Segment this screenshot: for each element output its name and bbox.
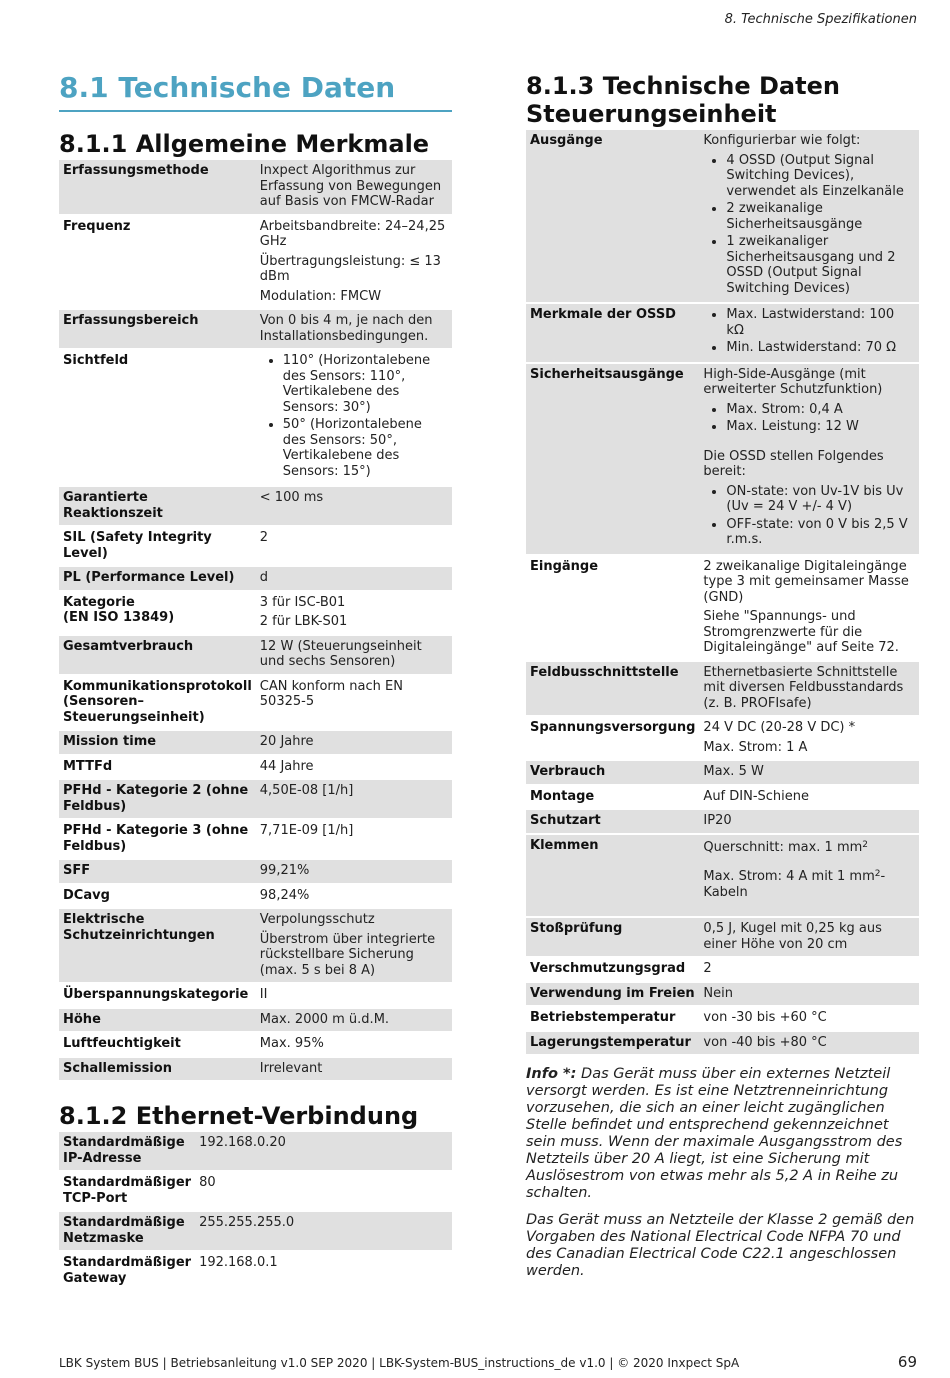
- row-value: [195, 1171, 452, 1211]
- value-text: Max. 2000 m ü.d.M.: [259, 1011, 390, 1027]
- bullet-list: [703, 484, 915, 548]
- control-heading: 8.1.3 Technische Daten Steuerungseinheit: [526, 72, 840, 128]
- table-row: [59, 591, 452, 635]
- value-text: 2 für LBK-S01: [259, 614, 348, 629]
- ethernet-heading: 8.1.2 Ethernet-Verbindung: [59, 1102, 419, 1130]
- row-key: Höhe: [59, 1008, 256, 1033]
- list-item: • 50° (Horizontalebene des Sensors: 50°, Vertikalebene des Sensors: 15°): [283, 417, 448, 479]
- row-value: [256, 486, 452, 526]
- row-value: [256, 730, 452, 755]
- value-text: Nein: [703, 985, 733, 1001]
- row-key: Spannungsversorgung: [526, 716, 699, 760]
- table-row: [526, 303, 919, 363]
- table-row: [59, 526, 452, 566]
- section-title: 8.1 Technische Daten: [59, 70, 452, 112]
- row-key: Kategorie (EN ISO 13849): [59, 591, 256, 635]
- row-key: Luftfeuchtigkeit: [59, 1032, 256, 1057]
- row-value: [699, 809, 919, 834]
- bullet-list: [260, 353, 448, 479]
- page-number: 69: [897, 1353, 917, 1371]
- row-value: [256, 755, 452, 780]
- row-key: Garantierte Reaktionszeit: [59, 486, 256, 526]
- value-text: Modulation: FMCW: [259, 288, 382, 304]
- row-value: [699, 1006, 919, 1031]
- table-row: [59, 486, 452, 526]
- row-key: Erfassungsmethode: [59, 160, 256, 215]
- row-key: SFF: [59, 859, 256, 884]
- row-value: [256, 859, 452, 884]
- value-text: Von 0 bis 4 m, je nach den Installationsbedingungen.: [259, 313, 433, 344]
- right-column: [526, 70, 919, 1290]
- value-text: 4,50E-08 [1/h]: [259, 783, 354, 798]
- table-row: [526, 1006, 919, 1031]
- table-row: [59, 884, 452, 909]
- row-value: [256, 566, 452, 591]
- table-row: [59, 309, 452, 349]
- value-text: Die OSSD stellen Folgendes bereit:: [703, 448, 884, 479]
- value-text: Irrelevant: [259, 1060, 323, 1076]
- row-key: Standardmäßiger TCP-Port: [59, 1171, 195, 1211]
- table-row: [526, 760, 919, 785]
- value-text: Querschnitt: max. 1 $mm^2$: [703, 839, 869, 855]
- row-value: [699, 917, 919, 957]
- value-text: von -40 bis +80 °C: [703, 1034, 827, 1050]
- row-key: Frequenz: [59, 215, 256, 310]
- row-key: Schallemission: [59, 1057, 256, 1082]
- row-key: Elektrische Schutzeinrichtungen: [59, 908, 256, 983]
- table-row: [59, 755, 452, 780]
- value-text: 2: [703, 961, 712, 976]
- info-note: [526, 1066, 919, 1280]
- row-value: [699, 661, 919, 717]
- row-key: Überspannungskategorie: [59, 983, 256, 1008]
- row-value: [699, 760, 919, 785]
- table-row: [59, 983, 452, 1008]
- row-key: Verschmutzungsgrad: [526, 957, 699, 982]
- note-paragraph: Info *: Das Gerät muss über ein externes Netzteil versorgt werden. Es ist eine Netztrenneinrichtung vorzusehen, die sich an einer leicht zugänglichen Stelle befindet und entsprechend gekennzeichnet sein muss. Wenn der maximale Ausgangsstrom des Netzteils über 20 A liegt, ist eine Sicherung mit Auslösestrom von etwas mehr als 5,2 A in Reihe zu schalten.: [526, 1066, 903, 1201]
- list-item: • 1 zweikanaliger Sicherheitsausgang und 2 OSSD (Output Signal Switching Devices): [726, 234, 915, 296]
- table-row: [59, 675, 452, 731]
- row-value: [195, 1132, 452, 1171]
- value-text: 2 zweikanalige Digitaleingänge type 3 mit gemeinsamer Masse (GND): [703, 558, 909, 605]
- row-value: [256, 884, 452, 909]
- value-text: Max. 5 W: [703, 764, 764, 779]
- row-key: Feldbusschnittstelle: [526, 661, 699, 717]
- value-text: Konfigurierbar wie folgt:: [703, 133, 861, 148]
- value-text: 0,5 J, Kugel mit 0,25 kg aus einer Höhe von 20 cm: [703, 921, 882, 952]
- value-text: Ethernetbasierte Schnittstelle mit diversen Feldbusstandards (z. B. PROFIsafe): [703, 664, 904, 711]
- table-row: [59, 1251, 452, 1291]
- row-key: Merkmale der OSSD: [526, 303, 699, 363]
- table-row: [59, 779, 452, 819]
- value-text: Siehe "Spannungs- und Stromgrenzwerte für die Digitaleingänge" auf Seite 72.: [703, 609, 899, 655]
- row-key: Betriebstemperatur: [526, 1006, 699, 1031]
- row-value: [256, 1057, 452, 1082]
- row-key: Standardmäßige IP-Adresse: [59, 1132, 195, 1171]
- value-text: Max. Strom: 1 A: [703, 739, 808, 755]
- table-row: [59, 859, 452, 884]
- row-key: DCavg: [59, 884, 256, 909]
- row-value: [699, 957, 919, 982]
- table-row: [526, 130, 919, 303]
- value-text: Inxpect Algorithmus zur Erfassung von Bewegungen auf Basis von FMCW-Radar: [259, 163, 442, 209]
- row-value: [195, 1211, 452, 1251]
- row-key: Schutzart: [526, 809, 699, 834]
- row-value: [256, 349, 452, 486]
- row-value: [256, 635, 452, 675]
- value-text: Max. Strom: 4 A mit 1 $mm^2$-Kabeln: [703, 869, 886, 900]
- row-key: SIL (Safety Integrity Level): [59, 526, 256, 566]
- value-text: High-Side-Ausgänge (mit erweiterter Schutzfunktion): [703, 366, 883, 397]
- value-text: von -30 bis +60 °C: [703, 1010, 827, 1025]
- table-row: [59, 215, 452, 310]
- table-row: [59, 1132, 452, 1171]
- list-item: • ON-state: von Uv-1V bis Uv (Uv = 24 V +/- 4 V): [726, 484, 915, 515]
- value-text: 99,21%: [259, 863, 310, 878]
- row-key: MTTFd: [59, 755, 256, 780]
- list-item: • Max. Lastwiderstand: 100 kΩ: [726, 307, 915, 338]
- row-key: Verbrauch: [526, 760, 699, 785]
- value-text: 44 Jahre: [259, 758, 314, 774]
- value-text: IP20: [703, 813, 732, 828]
- table-row: [59, 160, 452, 215]
- row-key: PL (Performance Level): [59, 566, 256, 591]
- table-row: [526, 1031, 919, 1056]
- row-value: [699, 716, 919, 760]
- row-value: [699, 982, 919, 1007]
- value-text: Max. 95%: [259, 1036, 324, 1051]
- value-text: CAN konform nach EN 50325-5: [259, 678, 403, 709]
- row-key: Erfassungsbereich: [59, 309, 256, 349]
- table-row: [59, 349, 452, 486]
- row-key: Sicherheitsausgänge: [526, 363, 699, 555]
- row-key: Klemmen: [526, 834, 699, 918]
- table-row: [526, 661, 919, 717]
- table-row: [526, 785, 919, 810]
- list-item: • 4 OSSD (Output Signal Switching Devices), verwendet als Einzelkanäle: [726, 153, 915, 200]
- table-row: [526, 555, 919, 661]
- bullet-list: [703, 402, 915, 435]
- list-item: • Max. Strom: 0,4 A: [726, 402, 915, 418]
- table-row: [59, 819, 452, 859]
- row-value: [195, 1251, 452, 1291]
- list-item: • 110° (Horizontalebene des Sensors: 110°, Vertikalebene des Sensors: 30°): [283, 353, 448, 415]
- table-row: [59, 635, 452, 675]
- bullet-list: [703, 307, 915, 356]
- row-value: [699, 834, 919, 918]
- row-key: PFHd - Kategorie 2 (ohne Feldbus): [59, 779, 256, 819]
- value-text: 24 V DC (20-28 V DC) *: [703, 720, 856, 735]
- left-column: [59, 70, 452, 1292]
- row-value: [256, 526, 452, 566]
- row-value: [256, 779, 452, 819]
- table-row: [59, 908, 452, 983]
- row-value: [256, 591, 452, 635]
- value-text: II: [259, 987, 268, 1002]
- value-text: 192.168.0.1: [199, 1255, 278, 1270]
- value-text: Auf DIN-Schiene: [703, 788, 810, 804]
- table-row: [526, 363, 919, 555]
- general-table: [59, 160, 452, 1082]
- value-text: Übertragungsleistung: ≤ 13 dBm: [259, 253, 441, 284]
- table-row: [59, 1171, 452, 1211]
- row-key: PFHd - Kategorie 3 (ohne Feldbus): [59, 819, 256, 859]
- row-value: [699, 1031, 919, 1056]
- table-row: [59, 730, 452, 755]
- row-value: [699, 130, 919, 303]
- control-table: [526, 130, 919, 1056]
- table-row: [526, 957, 919, 982]
- row-key: Standardmäßiger Gateway: [59, 1251, 195, 1291]
- table-row: [526, 917, 919, 957]
- value-text: 192.168.0.20: [199, 1135, 286, 1150]
- list-item: • 2 zweikanalige Sicherheitsausgänge: [726, 201, 915, 232]
- table-row: [59, 566, 452, 591]
- value-text: 7,71E-09 [1/h]: [259, 823, 354, 838]
- row-value: [699, 555, 919, 661]
- value-text: Überstrom über integrierte rückstellbare Sicherung (max. 5 s bei 8 A): [259, 931, 436, 978]
- row-value: [256, 215, 452, 310]
- value-text: Verpolungsschutz: [259, 912, 375, 927]
- value-text: 12 W (Steuerungseinheit und sechs Sensoren): [259, 638, 422, 669]
- note-paragraph: Das Gerät muss an Netzteile der Klasse 2 gemäß den Vorgaben des National Electrical Code NFPA 70 und des Canadian Electrical Code C22.1 angeschlossen werden.: [526, 1212, 915, 1279]
- footer: LBK System BUS | Betriebsanleitung v1.0 SEP 2020 | LBK-System-BUS_instructions_de v1.0 | © 2020 Inxpect SpA: [59, 1356, 740, 1370]
- value-text: < 100 ms: [259, 490, 324, 505]
- list-item: • Max. Leistung: 12 W: [726, 419, 915, 435]
- value-text: 255.255.255.0: [199, 1215, 295, 1230]
- bullet-list: [703, 153, 915, 297]
- row-value: [256, 160, 452, 215]
- row-value: [699, 363, 919, 555]
- value-text: 20 Jahre: [259, 734, 314, 749]
- row-value: [699, 785, 919, 810]
- row-key: Lagerungstemperatur: [526, 1031, 699, 1056]
- table-row: [526, 716, 919, 760]
- row-value: [256, 1032, 452, 1057]
- row-value: [256, 819, 452, 859]
- row-key: Standardmäßige Netzmaske: [59, 1211, 195, 1251]
- row-key: Gesamtverbrauch: [59, 635, 256, 675]
- table-row: [59, 1057, 452, 1082]
- row-key: Kommunikationsprotokoll (Sensoren–Steuerungseinheit): [59, 675, 256, 731]
- row-value: [699, 303, 919, 363]
- row-key: Stoßprüfung: [526, 917, 699, 957]
- table-row: [526, 834, 919, 918]
- value-text: 80: [199, 1175, 216, 1190]
- row-value: [256, 675, 452, 731]
- value-text: 2: [259, 530, 269, 545]
- value-text: 3 für ISC-B01: [259, 594, 346, 610]
- row-value: [256, 1008, 452, 1033]
- row-key: Eingänge: [526, 555, 699, 661]
- list-item: • OFF-state: von 0 V bis 2,5 V r.m.s.: [726, 517, 915, 548]
- row-value: [256, 983, 452, 1008]
- general-heading: 8.1.1 Allgemeine Merkmale: [59, 130, 430, 158]
- value-text: 98,24%: [259, 887, 310, 903]
- ethernet-table: [59, 1132, 452, 1292]
- running-header: 8. Technische Spezifikationen: [724, 12, 917, 27]
- value-text: d: [259, 570, 269, 585]
- row-key: Ausgänge: [526, 130, 699, 303]
- table-row: [59, 1211, 452, 1251]
- row-value: [256, 908, 452, 983]
- list-item: • Min. Lastwiderstand: 70 Ω: [726, 340, 915, 356]
- table-row: [526, 982, 919, 1007]
- row-key: Montage: [526, 785, 699, 810]
- value-text: Arbeitsbandbreite: 24–24,25 GHz: [259, 218, 446, 249]
- row-key: Sichtfeld: [59, 349, 256, 486]
- row-value: [256, 309, 452, 349]
- row-key: Verwendung im Freien: [526, 982, 699, 1007]
- table-row: [526, 809, 919, 834]
- table-row: [59, 1008, 452, 1033]
- table-row: [59, 1032, 452, 1057]
- row-key: Mission time: [59, 730, 256, 755]
